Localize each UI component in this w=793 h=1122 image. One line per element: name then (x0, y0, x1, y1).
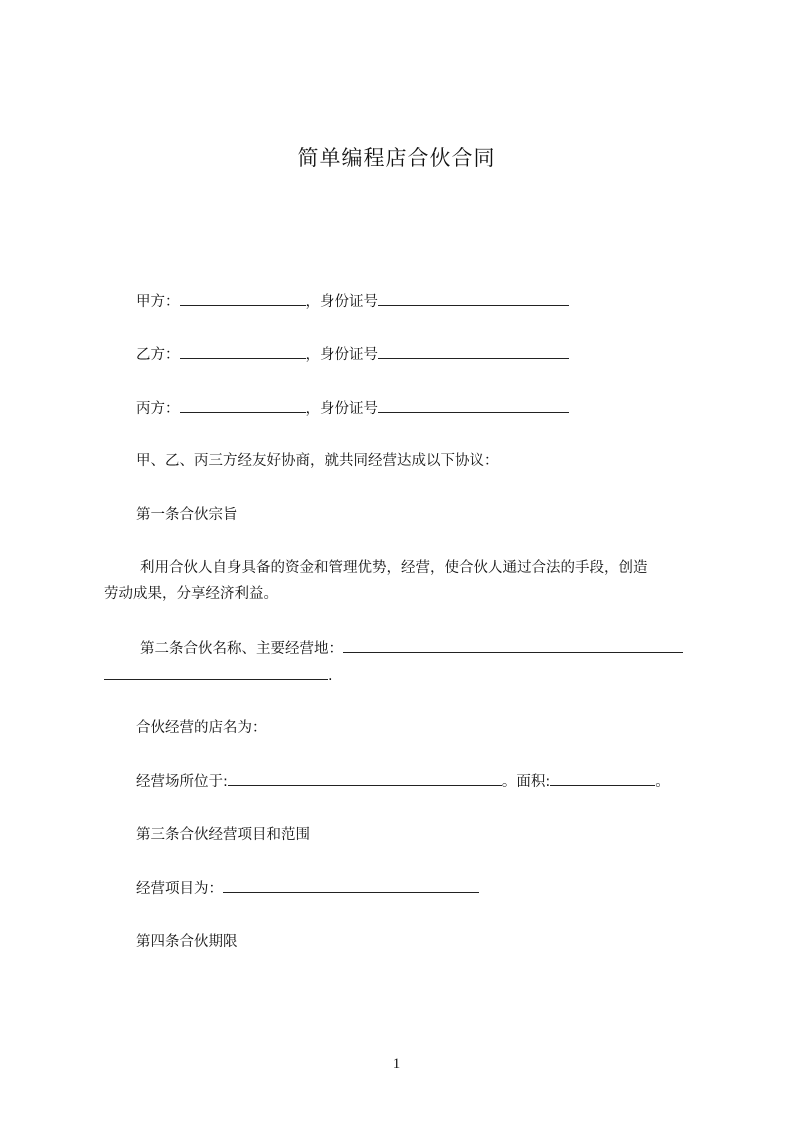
party-c-line (136, 398, 569, 419)
article-2-blank-1 (343, 638, 683, 653)
party-c-name-blank (180, 398, 306, 413)
page-number: 1 (392, 1056, 401, 1072)
article-3-title: 第三条合伙经营项目和范围 (136, 827, 310, 843)
location-line (136, 771, 670, 792)
party-a-line (136, 291, 569, 312)
article-4-title: 第四条合伙期限 (136, 934, 238, 950)
party-b-line (136, 344, 569, 365)
article-2-title: 第二条合伙名称、主要经营地： (140, 641, 343, 657)
area-blank (550, 771, 655, 786)
party-a-id-label: ，身份证号 (305, 294, 378, 310)
article-2-line-2 (104, 665, 333, 686)
article-2-end: . (328, 668, 333, 684)
project-label: 经营项目为： (136, 881, 223, 897)
article-1-body-line-1: 利用合伙人自身具备的资金和管理优势，经营，使合伙人通过合法的手段，创造 (140, 560, 648, 576)
project-line (136, 878, 479, 899)
location-blank (228, 771, 502, 786)
location-label: 经营场所位于: (136, 774, 228, 790)
party-c-id-blank (378, 398, 569, 413)
article-1-body-line-2: 劳动成果，分享经济利益。 (104, 586, 278, 602)
article-1-title: 第一条合伙宗旨 (136, 507, 238, 523)
party-b-name-blank (180, 344, 306, 359)
party-b-id-blank (378, 344, 569, 359)
article-2-blank-2 (104, 665, 328, 680)
party-c-id-label: ，身份证号 (305, 401, 378, 417)
project-blank (223, 878, 479, 893)
location-mid: 。面积: (501, 774, 551, 790)
article-2-line-1 (140, 638, 683, 659)
party-a-name-blank (180, 291, 306, 306)
party-b-label: 乙方： (136, 347, 180, 363)
party-a-id-blank (378, 291, 569, 306)
document-title: 简单编程店合伙合同 (297, 146, 496, 170)
location-end: 。 (655, 774, 670, 790)
party-a-label: 甲方： (136, 294, 180, 310)
agreement-intro: 甲、乙、丙三方经友好协商，就共同经营达成以下协议： (136, 453, 499, 469)
party-c-label: 丙方： (136, 401, 180, 417)
party-b-id-label: ，身份证号 (305, 347, 378, 363)
store-name-label: 合伙经营的店名为： (136, 720, 267, 736)
